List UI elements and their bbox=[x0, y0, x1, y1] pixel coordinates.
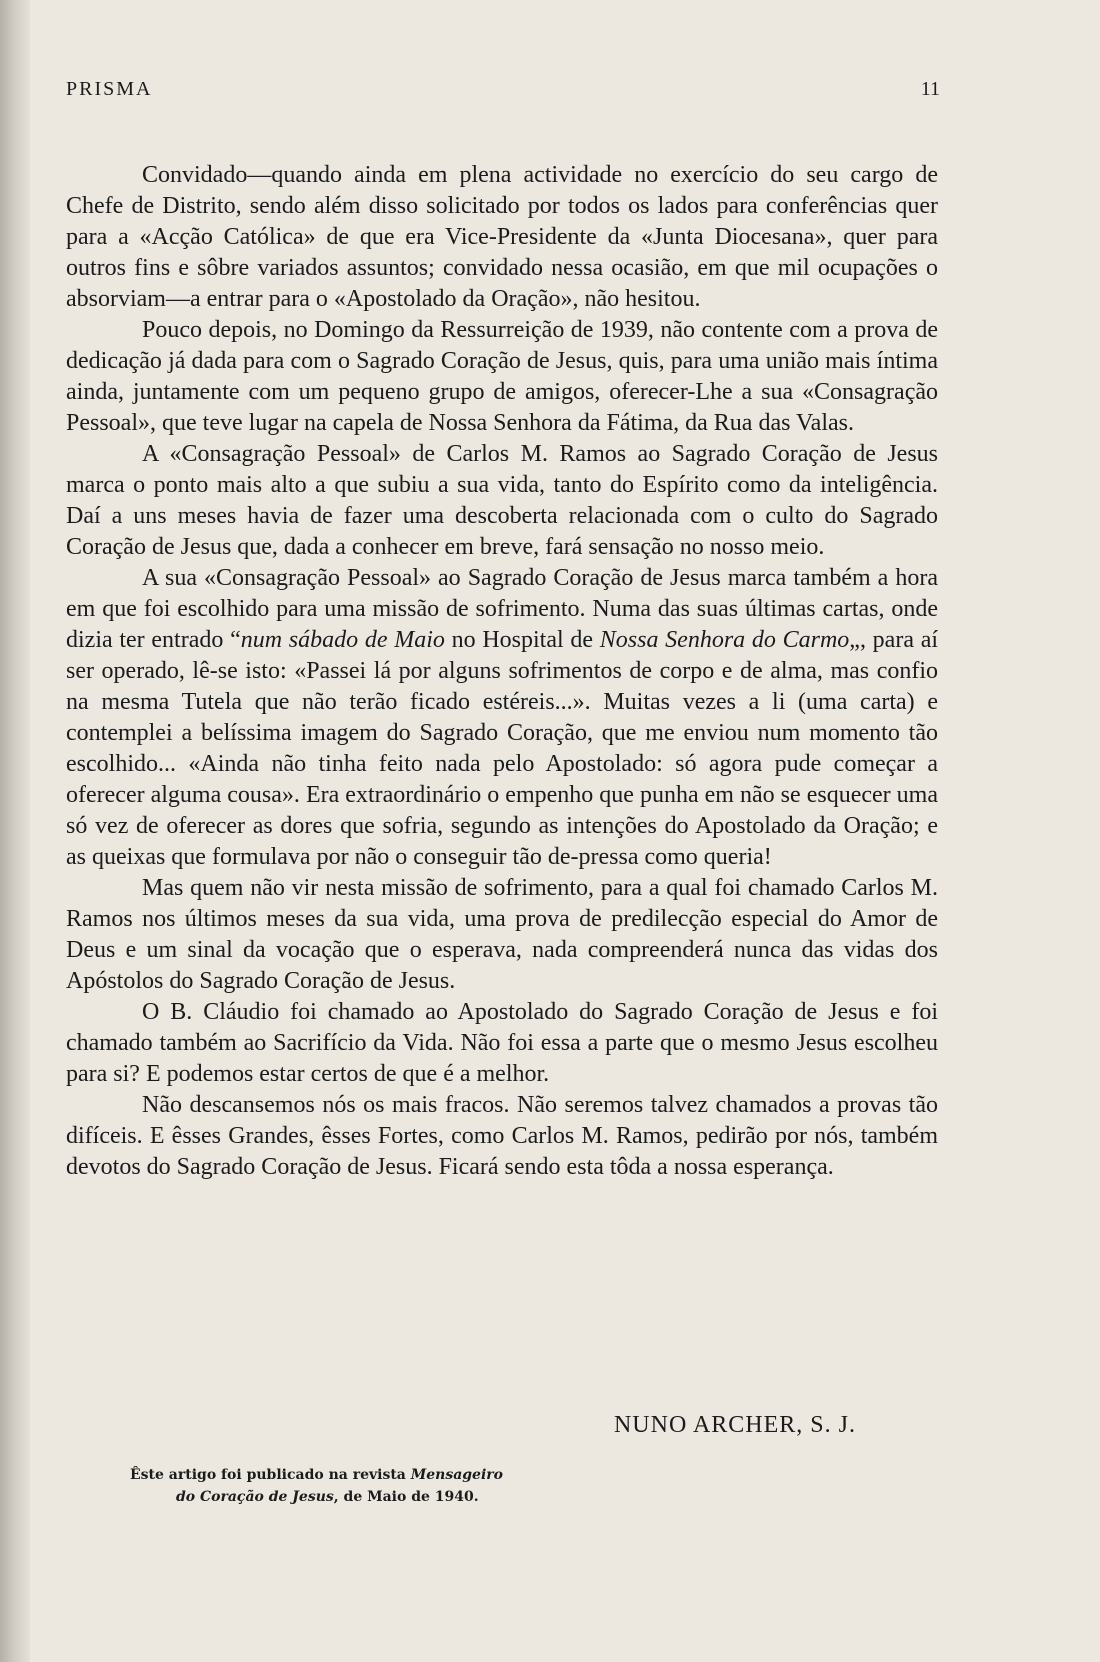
italic-run: Nossa Senhora do Carmo bbox=[599, 627, 850, 653]
footnote bbox=[130, 1464, 530, 1508]
text-run: , de Maio de 1940. bbox=[333, 1489, 479, 1505]
text-run: „, para aí ser operado, lê-se isto: «Passei lá por alguns sofrimentos de corpo e de alma, mas confio na mesma Tutela que não terão ficado estéreis...». Muitas vezes a li (uma carta) e contemplei a belíssima imagem do Sagrado Coração, que me enviou num momento tão escolhido... «Ainda não tinha feito nada pelo Apostolado: só agora pude começar a oferecer alguma cousa». Era extraordinário o empenho que punha em não se esquecer uma só vez de oferecer as dores que sofria, segundo as intenções do Apostolado da Oração; e as queixas que formulava por não o conseguir tão de-pressa como queria! bbox=[66, 627, 939, 870]
text-run: A «Consagração Pessoal» de Carlos M. Ramos ao Sagrado Coração de Jesus marca o ponto mais alto a que subiu a sua vida, tanto do Espírito como da inteligência. Daí a uns meses havia de fazer uma descoberta relacionada com o culto do Sagrado Coração de Jesus que, dada a conhecer em breve, fará sensação no nosso meio. bbox=[66, 441, 938, 560]
italic-run: num sábado de Maio bbox=[240, 627, 445, 653]
footnote-line bbox=[130, 1486, 530, 1508]
text-run: Não descansemos nós os mais fracos. Não seremos talvez chamados a provas tão difíceis. E êsses Grandes, êsses Fortes, como Carlos M. Ramos, pedirão por nós, também devotos do Sagrado Coração de Jesus. Ficará sendo esta tôda a nossa esperança. bbox=[66, 1092, 938, 1180]
book-spine-shadow bbox=[0, 0, 30, 1662]
paragraph bbox=[66, 997, 938, 1090]
paragraph bbox=[66, 160, 938, 315]
article-body bbox=[66, 160, 938, 1183]
italic-run: Mensageiro bbox=[410, 1467, 503, 1483]
page-number: 11 bbox=[920, 78, 940, 100]
footnote-line bbox=[130, 1464, 530, 1486]
paragraph bbox=[66, 315, 938, 439]
journal-title: PRISMA bbox=[66, 78, 153, 100]
text-run: Convidado—quando ainda em plena actividade no exercício do seu cargo de Chefe de Distrito, sendo além disso solicitado por todos os lados para conferências quer para a «Acção Católica» de que era Vice-Presidente da «Junta Diocesana», quer para outros fins e sôbre variados assuntos; convidado nessa ocasião, em que mil ocupações o absorviam—a entrar para o «Apostolado da Oração», não hesitou. bbox=[66, 162, 938, 312]
text-run: O B. Cláudio foi chamado ao Apostolado do Sagrado Coração de Jesus e foi chamado também ao Sacrifício da Vida. Não foi essa a parte que o mesmo Jesus escolheu para si? E podemos estar certos de que é a melhor. bbox=[66, 999, 938, 1087]
paragraph bbox=[66, 563, 938, 873]
paragraph bbox=[66, 439, 938, 563]
paragraph bbox=[66, 1090, 938, 1183]
text-run: no Hospital de bbox=[444, 627, 600, 653]
text-run: Êste artigo foi publicado na revista bbox=[130, 1467, 411, 1483]
page-header bbox=[66, 74, 940, 104]
paragraph bbox=[66, 873, 938, 997]
italic-run: do Coração de Jesus bbox=[176, 1489, 334, 1505]
text-run: A sua «Consagração Pessoal» ao Sagrado Coração de Jesus marca também a hora em que foi escolhido para uma missão de sofrimento. Numa das suas últimas cartas, onde dizia ter entrado “ bbox=[66, 565, 938, 653]
text-run: Pouco depois, no Domingo da Ressurreição de 1939, não contente com a prova de dedicação já dada para com o Sagrado Coração de Jesus, quis, para uma união mais íntima ainda, juntamente com um pequeno grupo de amigos, oferecer-Lhe a sua «Consagração Pessoal», que teve lugar na capela de Nossa Senhora da Fátima, da Rua das Valas. bbox=[66, 317, 938, 436]
author-signature: NUNO ARCHER, S. J. bbox=[613, 1412, 856, 1438]
text-run: Mas quem não vir nesta missão de sofrimento, para a qual foi chamado Carlos M. Ramos nos últimos meses da sua vida, uma prova de predilecção especial do Amor de Deus e um sinal da vocação que o esperava, nada compreenderá nunca das vidas dos Apóstolos do Sagrado Coração de Jesus. bbox=[66, 875, 938, 994]
